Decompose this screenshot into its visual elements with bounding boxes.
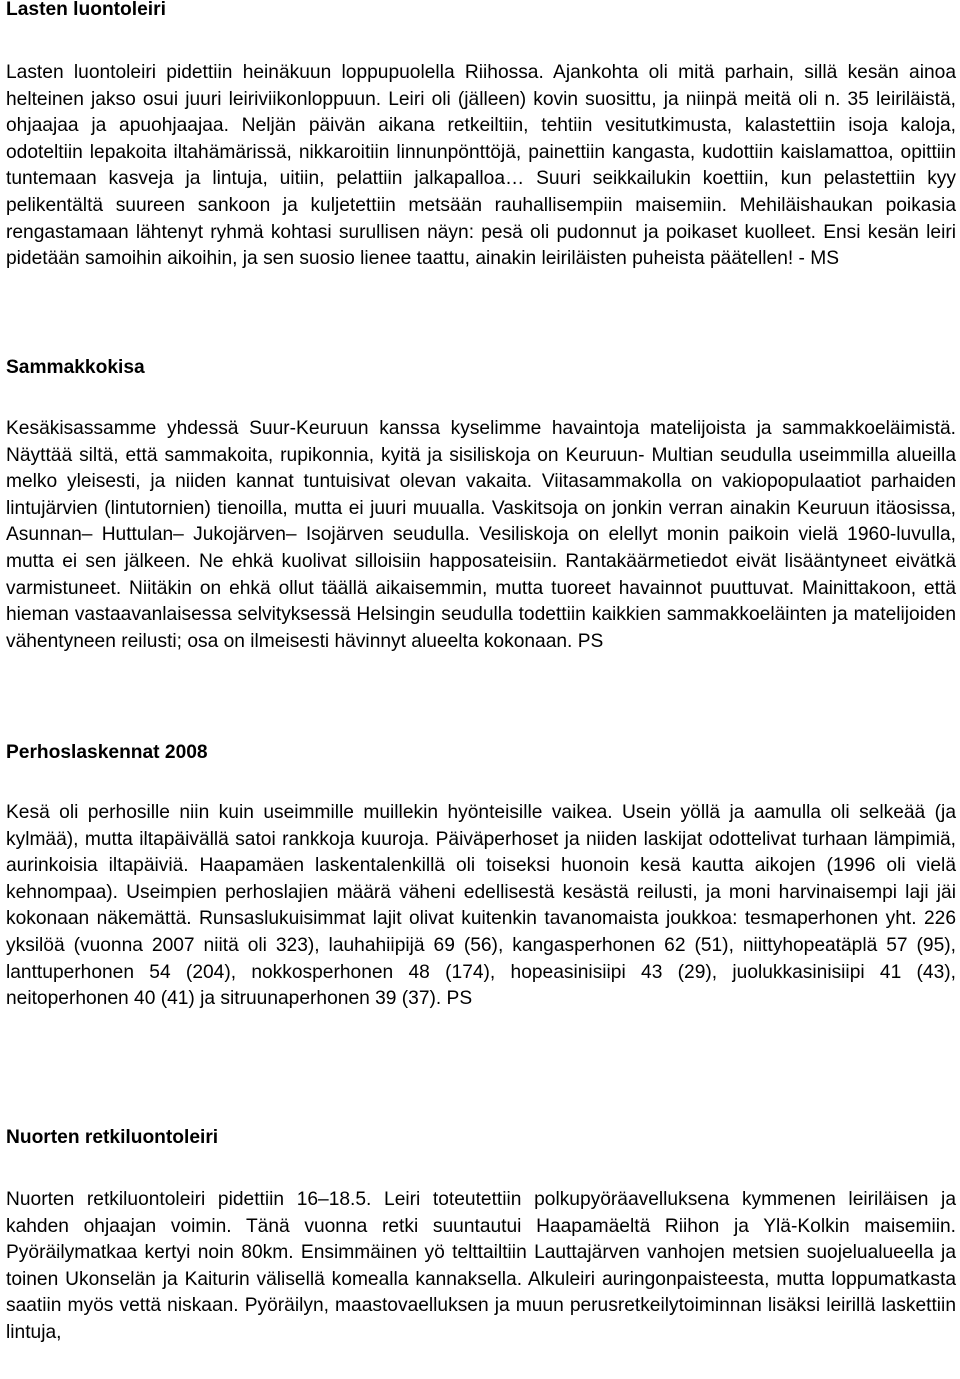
section-paragraph-perhoslaskennat: Kesä oli perhosille niin kuin useimmille muillekin hyönteisille vaikea. Usein yöllä ja aamulla oli selkeää (ja kylmää), mutta iltapäivällä satoi rankkoja kuuroja. Päiväperhoset ja niiden laskijat odottelivat turhaan lämpimiä, aurinkoisia iltapäiviä. Haapamäen laskentalenkillä oli toiseksi huonoin kesä kautta aikojen (1996 oli vielä kehnompaa). Useimpien perhoslajien määrä väheni edellisestä kesästä reilusti, ja moni harvinaisempi laji jäi kokonaan näkemättä. Runsaslukuisimmat lajit olivat kuitenkin tavanomaista joukkoa: tesmaperhonen yht. 226 yksilöä (vuonna 2007 niitä oli 323), lauhahiipijä 69 (56), kangasperhonen 62 (51), niittyhopeatäplä 57 (95), lanttuperhonen 54 (204), nokkosperhonen 48 (174), hopeasinisiipi 43 (29), juolukkasinisiipi 41 (43), neitoperhonen 40 (41) ja sitruunaperhonen 39 (37). PS xyxy=(6,802,956,1010)
section-heading-nuorten-retkiluontoleiri: Nuorten retkiluontoleiri xyxy=(6,1127,219,1148)
section-heading-perhoslaskennat: Perhoslaskennat 2008 xyxy=(6,742,208,763)
section-heading-lasten-luontoleiri: Lasten luontoleiri xyxy=(6,0,166,20)
section-paragraph-nuorten-retkiluontoleiri: Nuorten retkiluontoleiri pidettiin 16–18.5. Leiri toteutettiin polkupyöräavelluksena kymmenen leiriläisen ja kahden ohjaajan voimin. Tänä vuonna retki suuntautui Haapamäeltä Riihon ja Ylä-Kolkin maisemiin. Pyöräilymatkaa kertyi noin 80km. Ensimmäinen yö telttailtiin Lauttajärven vanhojen metsien suojelualueella ja toinen Ukonselän ja Kaiturin välisellä komealla kannaksella. Alkuleiri auringonpaisteesta, mutta loppumatkasta saatiin myös vettä niskaan. Pyöräilyn, maastovaelluksen ja muun perusretkeilytoiminnan lisäksi leirillä laskettiin lintuja, xyxy=(6,1189,956,1343)
section-paragraph-sammakkokisa: Kesäkisassamme yhdessä Suur-Keuruun kanssa kyselimme havaintoja matelijoista ja sammakkoeläimistä. Näyttää siltä, että sammakoita, rupikonnia, kyitä ja sisiliskoja on Keuruun- Multian seudulla useimmilla alueilla melko yleisesti, ja niiden kannat tuntuisivat olevan vakaita. Viitasammakolla on vakiopopulaatiot parhaiden lintujärvien (lintutornien) tienoilla, mutta ei juuri muualla. Vaskitsoja on jonkin verran ainakin Keuruun itäosissa, Asunnan– Huttulan– Jukojärven– Isojärven seudulla. Vesiliskoja on elellyt monin paikoin vielä 1960-luvulla, mutta ei sen jälkeen. Ne ehkä kuolivat silloisiin happosateisiin. Rantakäärmetiedot eivät lisääntyneet eivätkä varmistuneet. Niitäkin on ehkä ollut täällä aikaisemmin, mutta tuoreet havainnot puuttuvat. Mainittakoon, että hieman vastaavanlaisessa selvityksessä Helsingin seudulla todettiin kaikkien sammakkoeläinten ja matelijoiden vähentyneen reilusti; osa on ilmeisesti hävinnyt alueelta kokonaan. PS xyxy=(6,418,956,652)
section-heading-sammakkokisa: Sammakkokisa xyxy=(6,357,145,378)
section-paragraph-lasten-luontoleiri: Lasten luontoleiri pidettiin heinäkuun loppupuolella Riihossa. Ajankohta oli mitä parhain, sillä kesän ainoa helteinen jakso osui juuri leiriviikonloppuun. Leiri oli (jälleen) kovin suosittu, ja niinpä meitä oli n. 35 leiriläistä, ohjaajaa ja apuohjaajaa. Neljän päivän aikana retkeiltiin, tehtiin vesitutkimusta, kalastettiin isoja kaloja, odoteltiin lepakoita iltahämärissä, nikkaroitiin linnunpönttöjä, painettiin kangasta, kudottiin kaislamattoa, opittiin tuntemaan kasveja ja lintuja, uitiin, pelattiin jalkapalloa… Suuri seikkailukin koettiin, kun pelastettiin kyy pelikentältä suureen sankoon ja kuljetettiin metsään rauhallisempiin maisemiin. Mehiläishaukan poikasia rengastamaan lähtenyt ryhmä kohtasi surullisen näyn: pesä oli pudonnut ja poikaset kuolleet. Ensi kesän leiri pidetään samoihin aikoihin, ja sen suosio lienee taattu, ainakin leiriläisten puheista päätellen! - MS xyxy=(6,62,956,270)
